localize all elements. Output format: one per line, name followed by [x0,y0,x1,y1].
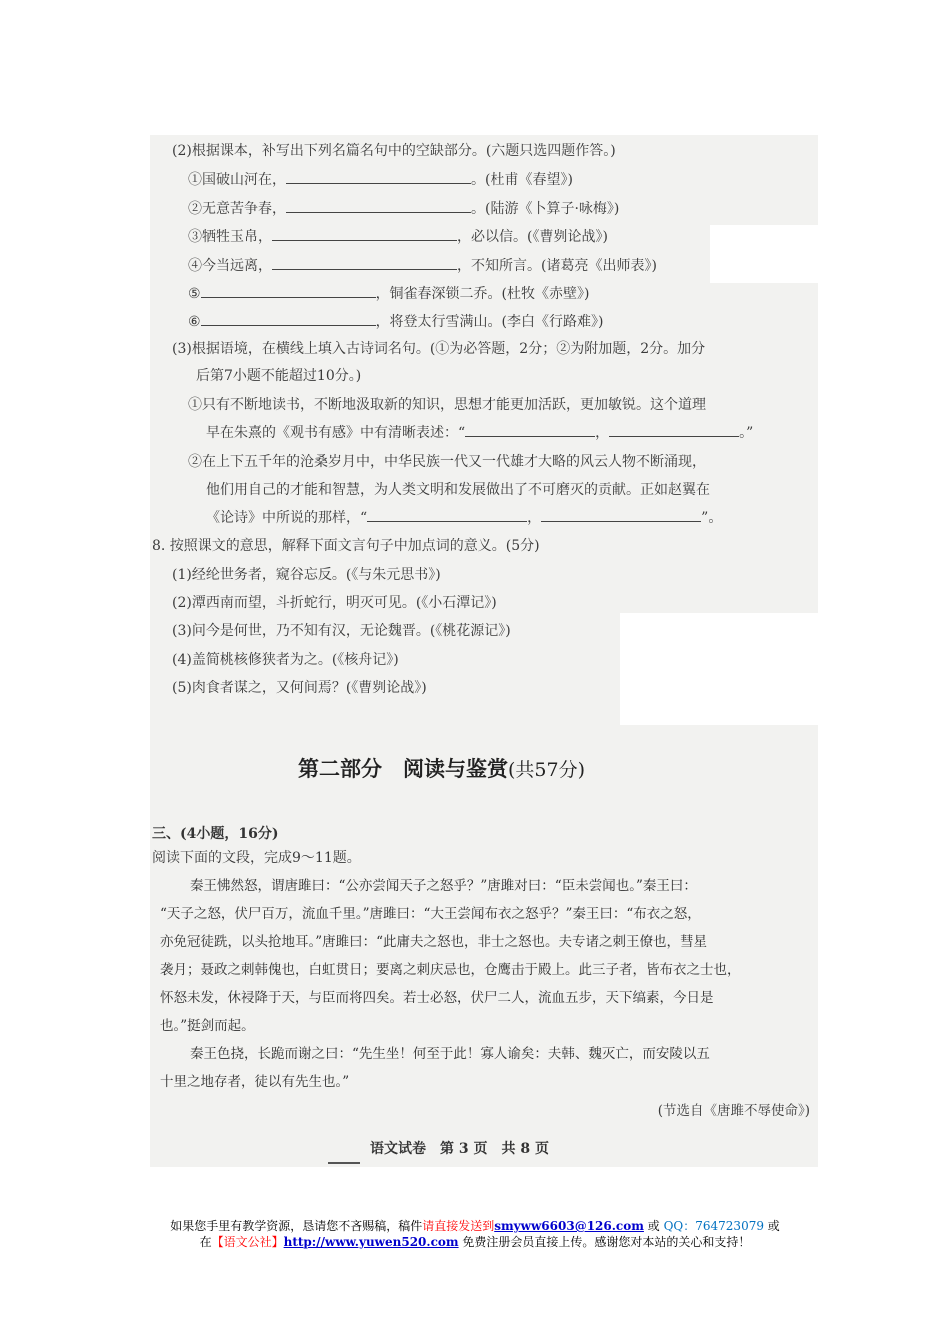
answer-blank[interactable] [465,424,595,437]
qq-number: QQ：764723079 [663,1219,764,1233]
answer-blank[interactable] [286,171,471,184]
answer-blank[interactable] [541,509,701,522]
question-8-item: (3)问今是何世，乃不知有汉，无论魏晋。(《桃花源记》) [172,623,511,639]
section-three-heading: 三、(4小题，16分) [152,826,279,842]
context-item-2-fill: 《论诗》中所说的那样，“ ， ”。 [206,510,723,526]
passage-line: 秦王色挠，长跪而谢之曰：“先生坐！何至于此！寡人谕矣：夫韩、魏灭亡，而安陵以五 [190,1046,710,1062]
answer-blank[interactable] [367,509,527,522]
answer-blank[interactable] [272,257,457,270]
exam-page-scan [150,135,818,1167]
context-item-2-cont: 他们用自己的才能和智慧，为人类文明和发展做出了不可磨灭的贡献。正如赵翼在 [206,482,710,498]
passage-source: (节选自《唐雎不辱使命》) [657,1103,810,1119]
passage-line: 亦免冠徒跣，以头抢地耳。”唐雎曰：“此庸夫之怒也，非士之怒也。夫专诸之刺王僚也，彗星 [160,934,708,950]
context-item-2: ②在上下五千年的沧桑岁月中，中华民族一代又一代雄才大略的风云人物不断涌现， [188,454,706,470]
question-7-2-intro: (2)根据课本，补写出下列名篇名句中的空缺部分。(六题只选四题作答。) [172,143,616,159]
fill-item-6: ⑥ ，将登太行雪满山。(李白《行路难》) [188,314,604,330]
answer-blank[interactable] [201,313,376,326]
part-two-heading: 第二部分 阅读与鉴赏(共57分) [298,756,586,781]
reading-instruction: 阅读下面的文段，完成9～11题。 [152,850,361,866]
question-7-3-intro: (3)根据语境，在横线上填入古诗词名句。(①为必答题，2分；②为附加题，2分。加分 [172,341,706,357]
whiteout-patch [710,225,818,283]
answer-blank[interactable] [272,228,457,241]
fill-item-4: ④今当远离， ，不知所言。(诸葛亮《出师表》) [188,258,657,274]
question-8-item: (1)经纶世务者，窥谷忘反。(《与朱元思书》) [172,567,441,583]
notice-send-text: 请直接发送到 [422,1219,495,1233]
passage-line: 秦王怫然怒，谓唐雎曰：“公亦尝闻天子之怒乎？”唐雎对曰：“臣未尝闻也。”秦王曰： [190,878,697,894]
question-8-item: (2)潭西南而望，斗折蛇行，明灭可见。(《小石潭记》) [172,595,497,611]
question-8-title: 8. 按照课文的意思，解释下面文言句子中加点词的意义。(5分) [152,538,540,554]
whiteout-patch [620,613,818,725]
site-url-link[interactable]: http://www.yuwen520.com [283,1235,459,1249]
fill-item-1: ①国破山河在， 。(杜甫《春望》) [188,172,573,188]
site-name: 【语文公社】 [211,1235,284,1249]
passage-line: 怀怒未发，休祲降于天，与臣而将四矣。若士必怒，伏尸二人，流血五步，天下缟素，今日是 [160,990,714,1006]
fill-item-5: ⑤ ，铜雀春深锁二乔。(杜牧《赤壁》) [188,286,590,302]
fill-item-2: ②无意苦争春， 。(陆游《卜算子·咏梅》) [188,201,620,217]
answer-blank[interactable] [201,285,376,298]
question-7-3-intro-cont: 后第7小题不能超过10分。) [196,368,362,384]
site-notice-line-1: 如果您手里有教学资源，恳请您不吝赐稿，稿件请直接发送到smyww6603@126.com 或 QQ：764723079 或 [170,1219,780,1233]
passage-line: “天子之怒，伏尸百万，流血千里。”唐雎曰：“大王尝闻布衣之怒乎？”秦王曰：“布衣之怒， [160,906,701,922]
site-notice-line-2: 在【语文公社】http://www.yuwen520.com 免费注册会员直接上传。感谢您对本站的关心和支持！ [199,1235,751,1249]
passage-line: 也。”挺剑而起。 [160,1018,255,1034]
page-footer: 语文试卷 第 3 页 共 8 页 [370,1141,549,1157]
answer-blank[interactable] [286,200,471,213]
question-8-item: (5)肉食者谋之，又何间焉？(《曹刿论战》) [172,680,427,696]
footer-dash [328,1162,360,1164]
answer-blank[interactable] [609,424,739,437]
passage-line: 袭月；聂政之刺韩傀也，白虹贯日；要离之刺庆忌也，仓鹰击于殿上。此三子者，皆布衣之士也， [160,962,741,978]
question-8-item: (4)盖简桃核修狭者为之。(《核舟记》) [172,652,399,668]
passage-line: 十里之地存者，徒以有先生也。” [160,1074,350,1090]
context-item-1: ①只有不断地读书，不断地汲取新的知识，思想才能更加活跃，更加敏锐。这个道理 [188,397,706,413]
email-link[interactable]: smyww6603@126.com [494,1219,644,1233]
fill-item-3: ③牺牲玉帛， ，必以信。(《曹刿论战》) [188,229,608,245]
context-item-1-fill: 早在朱熹的《观书有感》中有清晰表述：“ ， 。” [206,425,754,441]
